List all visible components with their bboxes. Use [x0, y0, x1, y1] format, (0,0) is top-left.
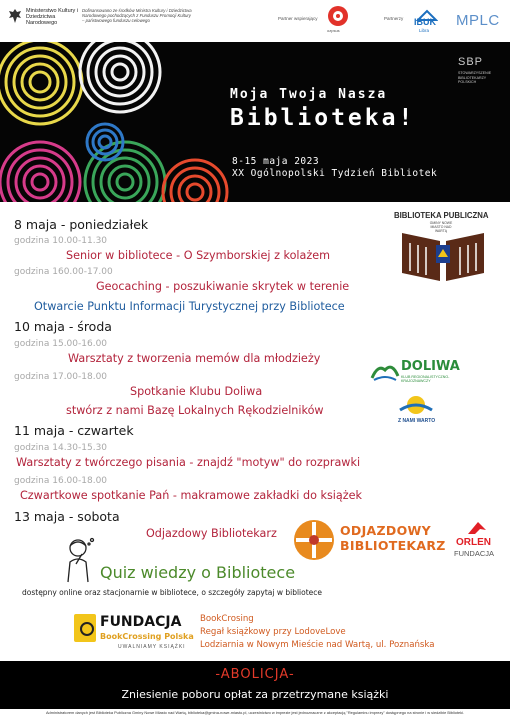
odjazdowy-label1: ODJAZDOWY	[340, 523, 431, 538]
odjazdowy-label2: BIBLIOTEKARZ	[340, 538, 446, 553]
bookcrossing-place: Lodziarnia w Nowym Mieście nad Wartą, ul. Poznańska	[200, 640, 435, 650]
time-slot: godzina 16.00-18.00	[14, 476, 108, 486]
fundacja-tag: UWALNIAMY KSIĄŻKI	[118, 644, 186, 650]
biblioteka-logo-title: BIBLIOTEKA PUBLICZNA	[394, 211, 489, 220]
ibuk-sub: Libra	[419, 28, 430, 33]
odjazdowy-books-logo-icon	[292, 518, 336, 562]
ozpsus-logo-icon	[328, 6, 348, 26]
ibuk-label: IBUK	[414, 17, 436, 27]
doliwa-label: DOLIWA	[401, 359, 460, 374]
bookcrossing-book-icon	[74, 614, 96, 642]
time-slot: godzina 10.00-11.30	[14, 236, 108, 246]
day-thursday: 11 maja - czwartek	[14, 423, 134, 438]
quiz-title: Quiz wiedzy o Bibliotece	[100, 563, 296, 582]
bookcrossing-shelf: Regał książkowy przy LodoveLove	[200, 627, 346, 637]
poster-title-line1: Moja Twoja Nasza	[230, 87, 388, 102]
ministry-logo	[8, 8, 88, 26]
poster-dates: 8-15 maja 2023	[232, 156, 320, 167]
day-monday: 8 maja - poniedziałek	[14, 217, 149, 232]
z-nami-warto-label: Z NAMI WARTO	[398, 418, 436, 424]
orlen-label: ORLEN	[456, 537, 491, 548]
fine-print: Administratorem danych jest Biblioteka Publiczna Gminy Nowe Miasto nad Wartą, biblioteka@gmina-nowe-miasto.pl, uczestnictwo w imprezie jest jednoznaczne z akceptacją "Regulaminu imprezy" dostępnego na stronie i w siedzibie Biblioteki.	[45, 710, 465, 715]
bookcrossing-title: BookCrosing	[200, 614, 254, 624]
mplc-logo: MPLC	[456, 12, 500, 29]
event-memes: Warsztaty z tworzenia memów dla młodzieży	[68, 352, 321, 365]
ministry-name: Ministerstwo Kultury i Dziedzictwa Narodowego	[26, 8, 78, 26]
fundacja-label: FUNDACJA	[100, 614, 182, 630]
time-slot: godzina 17.00-18.00	[14, 372, 108, 382]
day-wednesday: 10 maja - środa	[14, 319, 112, 334]
poster-banner	[0, 42, 510, 202]
sbp-logo	[458, 56, 494, 85]
sbp-label: SBP	[458, 56, 484, 68]
abolicja-subtitle: Zniesienie poboru opłat za przetrzymane książki	[121, 688, 389, 701]
partners-label: Partnerzy	[384, 16, 404, 21]
event-handicraft: stwórz z nami Bazę Lokalnych Rękodzielników	[66, 404, 324, 417]
biblioteka-logo-sub: GMINY NOWE MIASTO NAD WARTĄ	[429, 221, 453, 233]
doliwa-logo-icon	[370, 360, 400, 382]
event-geocaching: Geocaching - poszukiwanie skrytek w terenie	[96, 280, 350, 293]
abolicja-title: -ABOLICJA-	[215, 667, 295, 682]
poster-subtitle: XX Ogólnopolski Tydzień Bibliotek	[232, 168, 438, 179]
time-slot: godzina 15.00-16.00	[14, 339, 108, 349]
fingerprint-artwork-icon	[0, 42, 230, 202]
sbp-sub: STOWARZYSZENIE BIBLIOTEKARZY POLSKICH	[458, 71, 492, 84]
open-book-logo-icon	[398, 227, 488, 283]
eagle-emblem-icon	[8, 8, 22, 24]
event-tourist-info: Otwarcie Punktu Informacji Turystycznej przy Bibliotece	[34, 300, 345, 313]
doliwa-sub: KLUB REGIONALISTYCZNO-KRAJOZNAWCZY	[401, 375, 450, 384]
event-senior: Senior w bibliotece - O Szymborskiej z kolażem	[66, 249, 331, 262]
ozpsus-label: ozpsus	[327, 28, 340, 33]
quiz-note: dostępny online oraz stacjonarnie w bibliotece, o szczegóły zapytaj w bibliotece	[22, 588, 323, 597]
event-doliwa: Spotkanie Klubu Doliwa	[130, 385, 263, 398]
event-odjazdowy: Odjazdowy Bibliotekarz	[146, 527, 277, 540]
z-nami-warto-logo-icon	[398, 394, 434, 416]
day-saturday: 13 maja - sobota	[14, 509, 120, 524]
thinking-person-icon	[62, 536, 96, 584]
partner-support-label: Partner wspierający	[278, 16, 318, 21]
time-slot: godzina 160.00-17.00	[14, 267, 113, 277]
event-writing: Warsztaty z twórczego pisania - znajdź "motyw" do rozprawki	[16, 456, 361, 469]
orlen-sub: FUNDACJA	[454, 549, 495, 558]
sponsor-header	[0, 0, 510, 42]
poster-title-line2: Biblioteka!	[230, 105, 416, 131]
fundacja-sub: BookCrossing Polska	[100, 632, 194, 641]
orlen-eagle-icon	[466, 520, 488, 536]
event-macrame: Czwartkowe spotkanie Pań - makramowe zakładki do książek	[20, 489, 362, 502]
cofunding-note: Dofinansowano ze środków Ministra Kultury i Dziedzictwa Narodowego pochodzących z Funduszu Promocji Kultury – państwowego funduszu celowego	[82, 8, 192, 24]
time-slot: godzina 14.30-15.30	[14, 443, 108, 453]
